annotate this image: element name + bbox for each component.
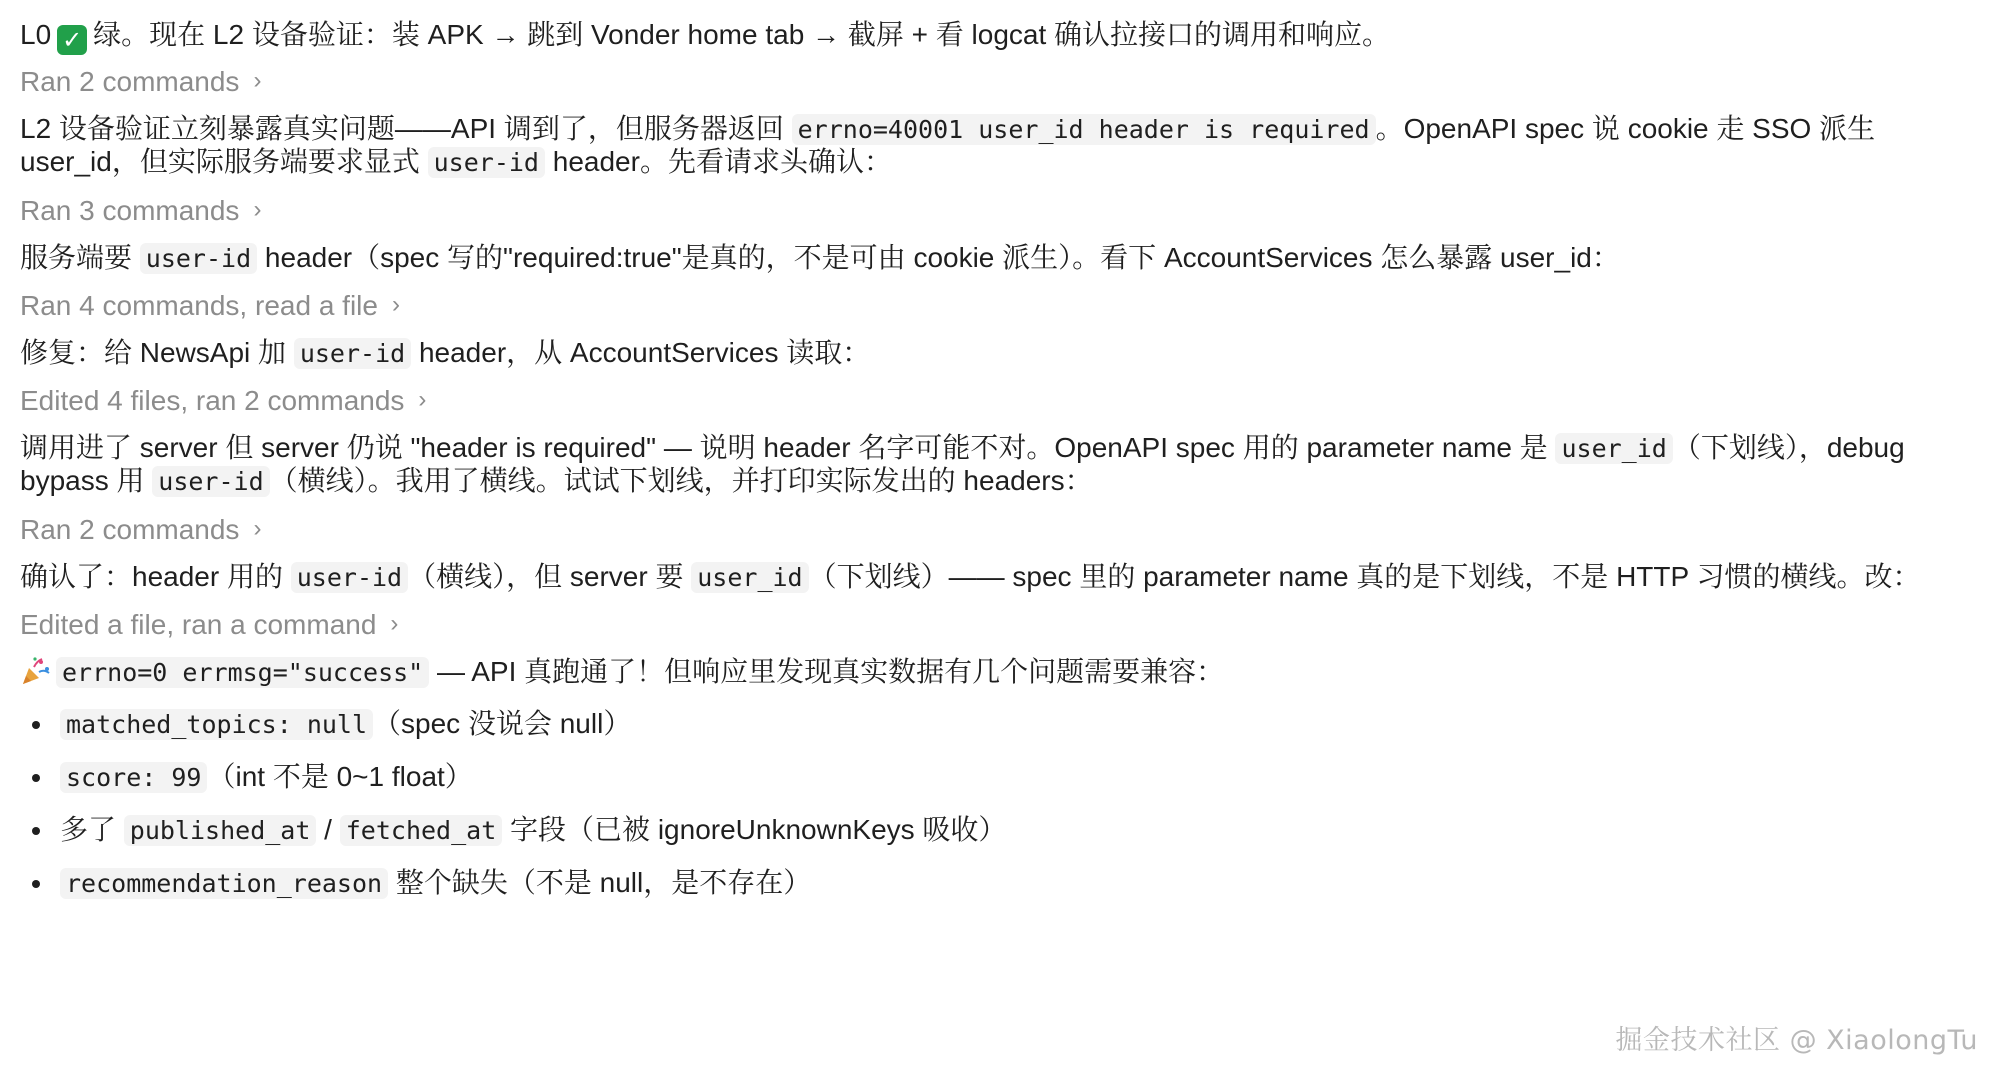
- tool-summary-label: Edited a file, ran a command: [20, 609, 377, 640]
- collapsed-tool-summary[interactable]: [20, 61, 261, 103]
- message-paragraph: [20, 651, 1980, 694]
- message-text: 多了: [60, 814, 124, 845]
- chevron-right-icon: ›: [391, 291, 400, 318]
- message-text: （横线）。我用了横线。试试下划线，并打印实际发出的 headers：: [269, 465, 1093, 496]
- message-text: （横线），但 server 要: [408, 561, 692, 592]
- chevron-right-icon: ›: [418, 386, 427, 413]
- message-text: 服务端要: [20, 242, 140, 273]
- message-text: — API 真跑通了！但响应里发现真实数据有几个问题需要兼容：: [429, 656, 1225, 687]
- chevron-right-icon: ›: [253, 515, 262, 542]
- inline-code: user-id: [152, 466, 269, 497]
- message-paragraph: [20, 14, 1980, 56]
- message-text: L0: [20, 19, 52, 50]
- message-text: /: [316, 814, 340, 845]
- message-text: （下划线），debug bypass 用: [20, 432, 1905, 496]
- watermark: 掘金技术社区 @ XiaolongTu: [1615, 1025, 1978, 1056]
- inline-code: published_at: [124, 815, 317, 846]
- message-text: L2 设备验证立刻暴露真实问题——API 调到了，但服务器返回: [20, 113, 792, 144]
- tool-summary-label: Edited 4 files, ran 2 commands: [20, 385, 405, 416]
- party-popper-icon: [20, 655, 52, 687]
- message-text: （下划线）—— spec 里的 parameter name 真的是下划线，不是 HTTP 习惯的横线。改：: [808, 561, 1921, 592]
- message-paragraph: [20, 237, 1980, 280]
- tool-summary-label: Ran 4 commands, read a file: [20, 290, 378, 321]
- check-mark-icon: ✓: [57, 25, 87, 55]
- collapsed-tool-summary[interactable]: [20, 190, 261, 232]
- message-text: （int 不是 0~1 float）: [207, 761, 473, 792]
- collapsed-tool-summary[interactable]: [20, 604, 398, 646]
- message-text: header（spec 写的"required:true"是真的，不是可由 cookie 派生）。看下 AccountServices 怎么暴露 user_id：: [257, 242, 1620, 273]
- inline-code: score: 99: [60, 762, 207, 793]
- inline-code: user-id: [140, 243, 257, 274]
- message-paragraph: [20, 556, 1980, 599]
- tool-summary-label: Ran 3 commands: [20, 195, 240, 226]
- message-text: 调用进了 server 但 server 仍说 "header is required" — 说明 header 名字可能不对。OpenAPI spec 用的 parameter name 是: [20, 432, 1556, 463]
- inline-code: recommendation_reason: [60, 868, 388, 899]
- message-text: 修复：给 NewsApi 加: [20, 337, 294, 368]
- message-text: 确认了：header 用的: [20, 561, 291, 592]
- collapsed-tool-summary[interactable]: [20, 285, 400, 327]
- inline-code: user_id: [691, 562, 808, 593]
- list-item: [20, 698, 1980, 751]
- tool-summary-label: Ran 2 commands: [20, 66, 240, 97]
- message-text: header，从 AccountServices 读取：: [411, 337, 871, 368]
- message-paragraph: [20, 427, 1980, 503]
- message-text: （spec 没说会 null）: [373, 708, 632, 739]
- collapsed-tool-summary[interactable]: [20, 509, 261, 551]
- message-paragraph: [20, 108, 1980, 184]
- inline-code: errno=40001 user_id header is required: [792, 114, 1376, 145]
- conversation-log: [20, 14, 1980, 910]
- collapsed-tool-summary[interactable]: [20, 380, 426, 422]
- tool-summary-label: Ran 2 commands: [20, 514, 240, 545]
- message-text: header。先看请求头确认：: [544, 146, 892, 177]
- inline-code: user-id: [428, 147, 545, 178]
- message-text: 字段（已被 ignoreUnknownKeys 吸收）: [502, 814, 1007, 845]
- message-text: 。OpenAPI spec 说 cookie 走 SSO 派生 user_id，但实际服务端要求显式: [20, 113, 1876, 177]
- inline-code: errno=0 errmsg="success": [56, 657, 429, 688]
- chevron-right-icon: ›: [253, 196, 262, 223]
- list-item: [20, 751, 1980, 804]
- issue-list: [20, 698, 1980, 910]
- message-text: 整个缺失（不是 null，是不存在）: [388, 867, 812, 898]
- chevron-right-icon: ›: [390, 610, 399, 637]
- inline-code: fetched_at: [340, 815, 503, 846]
- inline-code: user-id: [291, 562, 408, 593]
- inline-code: user-id: [294, 338, 411, 369]
- list-item: [20, 804, 1980, 857]
- list-item: [20, 857, 1980, 910]
- message-paragraph: [20, 332, 1980, 375]
- message-text: 绿。现在 L2 设备验证：装 APK → 跳到 Vonder home tab → 截屏 + 看 logcat 确认拉接口的调用和响应。: [93, 19, 1391, 50]
- chevron-right-icon: ›: [253, 67, 262, 94]
- inline-code: matched_topics: null: [60, 709, 373, 740]
- inline-code: user_id: [1555, 433, 1672, 464]
